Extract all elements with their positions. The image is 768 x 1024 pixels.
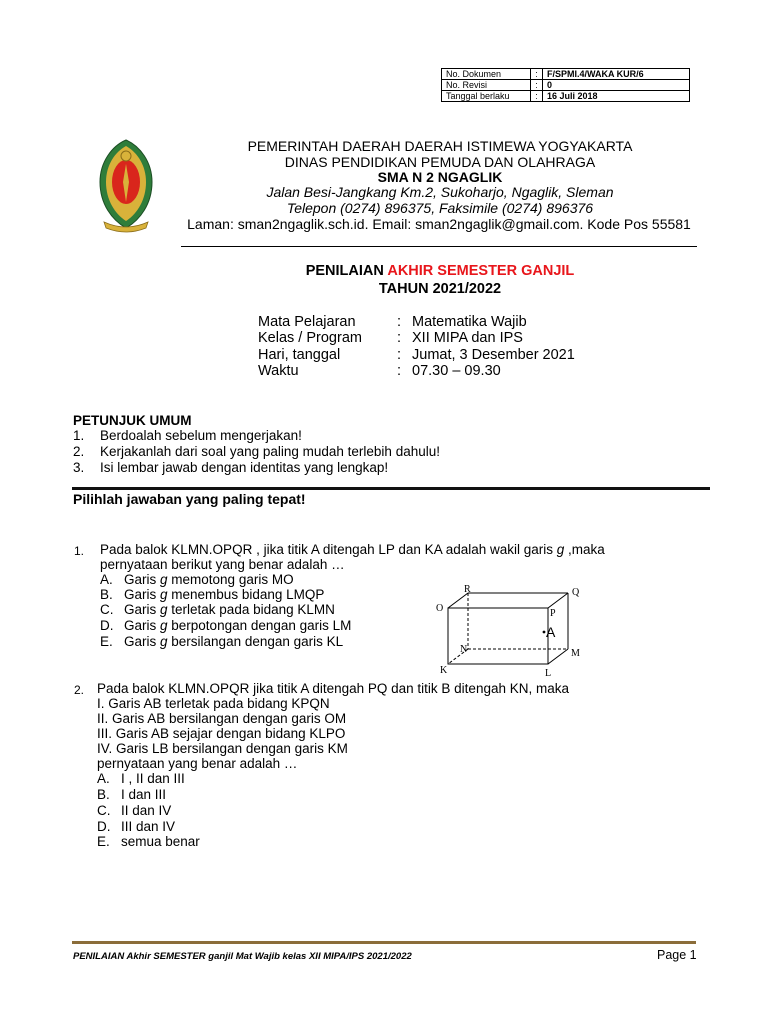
doc-info-value: F/SPMI.4/WAKA KUR/6 <box>543 69 690 80</box>
edge-lm <box>548 649 568 664</box>
answer-instruction: Pilihlah jawaban yang paling tepat! <box>73 491 306 507</box>
question-1-prompt: pernyataan berikut yang benar adalah … <box>100 557 345 572</box>
label-p: P <box>550 608 556 619</box>
instruction-text: Kerjakanlah dari soal yang paling mudah terlebih dahulu! <box>100 444 440 459</box>
page-number: Page 1 <box>657 948 697 962</box>
label-o: O <box>436 603 444 614</box>
instruction-text: Berdoalah sebelum mengerjakan! <box>100 428 302 443</box>
label-n: N <box>460 644 468 655</box>
exam-info-sep: : <box>397 363 402 379</box>
exam-title-part: PENILAIAN <box>305 263 388 279</box>
exam-info-sep: : <box>397 347 402 363</box>
option-text: III dan IV <box>121 819 176 834</box>
doc-info-label: No. Dokumen <box>442 69 531 80</box>
letterhead-school-name: SMA N 2 NGAGLIK <box>377 169 503 185</box>
doc-info-sep: : <box>531 69 543 80</box>
doc-info-row <box>442 91 690 102</box>
exam-info-key: Mata Pelajaran <box>258 314 356 330</box>
question-number: 2. <box>74 683 85 697</box>
option-letter: C. <box>97 803 111 818</box>
label-l: L <box>545 668 552 679</box>
option-letter: E. <box>97 834 110 849</box>
exam-year: TAHUN 2021/2022 <box>378 281 502 297</box>
instruction-text: Isi lembar jawab dengan identitas yang lengkap! <box>100 460 389 475</box>
exam-info-value: 07.30 – 09.30 <box>412 363 501 379</box>
instruction-item <box>73 444 440 460</box>
answer-option <box>100 572 294 588</box>
label-k: K <box>440 665 448 676</box>
question-variable: g <box>556 542 565 557</box>
instruction-item <box>73 460 388 476</box>
document-info-table <box>441 68 690 102</box>
instruction-number: 2. <box>73 444 85 459</box>
option-letter: D. <box>100 618 114 633</box>
question-2-statement: I. Garis AB terletak pada bidang KPQN <box>97 696 330 711</box>
answer-option <box>100 587 324 603</box>
doc-info-value: 0 <box>543 80 690 91</box>
doc-info-label: No. Revisi <box>442 80 531 91</box>
footer-divider <box>72 941 696 944</box>
doc-info-sep: : <box>531 80 543 91</box>
letterhead-government: PEMERINTAH DAERAH DAERAH ISTIMEWA YOGYAKARTA <box>247 138 633 154</box>
answer-option <box>97 787 166 803</box>
exam-info-value: Matematika Wajib <box>412 314 527 330</box>
answer-option <box>100 618 351 634</box>
option-text: terletak pada bidang KLMN <box>167 602 335 617</box>
exam-info-key: Kelas / Program <box>258 330 362 346</box>
option-text: menembus bidang LMQP <box>167 587 325 602</box>
option-text: II dan IV <box>121 803 172 818</box>
question-2-statement: II. Garis AB bersilangan dengan garis OM <box>97 711 347 726</box>
question-2-statement: IV. Garis LB bersilangan dengan garis KM <box>97 741 348 756</box>
option-text: I , II dan III <box>121 771 185 786</box>
option-letter: A. <box>97 771 110 786</box>
option-variable: g <box>160 602 168 617</box>
footer-text: PENILAIAN Akhir SEMESTER ganjil Mat Wajib kelas XII MIPA/IPS 2021/2022 <box>73 951 412 962</box>
edge-ro <box>448 593 468 608</box>
label-m: M <box>571 648 580 659</box>
label-a: A <box>546 624 556 640</box>
point-a-dot <box>543 631 546 634</box>
option-text: Garis <box>124 618 161 633</box>
cuboid-figure <box>420 582 595 680</box>
question-1-stem <box>100 542 605 558</box>
option-letter: A. <box>100 572 113 587</box>
letterhead-phone: Telepon (0274) 896375, Faksimile (0274) 896376 <box>286 200 594 216</box>
option-text: semua benar <box>121 834 200 849</box>
question-number: 1. <box>74 544 85 558</box>
option-letter: B. <box>100 587 113 602</box>
option-text: Garis <box>124 602 161 617</box>
exam-info-key: Waktu <box>258 363 299 379</box>
option-text: Garis <box>124 572 161 587</box>
instruction-item <box>73 428 302 444</box>
answer-option <box>97 771 185 787</box>
answer-option <box>97 803 171 819</box>
question-2-prompt: pernyataan yang benar adalah … <box>97 756 298 771</box>
doc-info-value: 16 Juli 2018 <box>543 91 690 102</box>
instructions-heading: PETUNJUK UMUM <box>73 413 192 428</box>
answer-option <box>97 819 175 835</box>
edge-qp <box>548 593 568 608</box>
option-text: Garis <box>124 634 161 649</box>
doc-info-label: Tanggal berlaku <box>442 91 531 102</box>
option-variable: g <box>160 618 168 633</box>
option-letter: E. <box>100 634 113 649</box>
option-variable: g <box>160 572 168 587</box>
province-emblem-logo <box>96 136 156 236</box>
answer-option <box>100 602 335 618</box>
doc-info-row <box>442 69 690 80</box>
instruction-number: 1. <box>73 428 85 443</box>
exam-info-key: Hari, tanggal <box>258 347 341 363</box>
label-r: R <box>464 584 471 595</box>
answer-option <box>97 834 200 850</box>
question-2-stem: Pada balok KLMN.OPQR jika titik A ditengah PQ dan titik B ditengah KN, maka <box>97 681 569 696</box>
exam-info-sep: : <box>397 314 402 330</box>
exam-info-value: Jumat, 3 Desember 2021 <box>412 347 575 363</box>
option-text: bersilangan dengan garis KL <box>167 634 344 649</box>
question-2-statement: III. Garis AB sejajar dengan bidang KLPO <box>97 726 346 741</box>
letterhead-contact: Laman: sman2ngaglik.sch.id. Email: sman2ngaglik@gmail.com. Kode Pos 55581 <box>187 216 691 232</box>
option-letter: B. <box>97 787 110 802</box>
letterhead-address: Jalan Besi-Jangkang Km.2, Sukoharjo, Ngaglik, Sleman <box>266 184 614 200</box>
doc-info-sep: : <box>531 91 543 102</box>
option-text: Garis <box>124 587 161 602</box>
doc-info-row <box>442 80 690 91</box>
letterhead-department: DINAS PENDIDIKAN PEMUDA DAN OLAHRAGA <box>284 154 596 170</box>
question-text: ,maka <box>564 542 605 557</box>
letterhead-divider <box>181 246 697 247</box>
option-text: I dan III <box>121 787 167 802</box>
exam-title <box>160 263 720 280</box>
option-text: berpotongan dengan garis LM <box>167 618 352 633</box>
exam-title-highlight: AKHIR SEMESTER GANJIL <box>387 263 575 279</box>
option-letter: D. <box>97 819 111 834</box>
question-text: Pada balok KLMN.OPQR , jika titik A ditengah LP dan KA adalah wakil garis <box>100 542 557 557</box>
section-divider <box>72 487 710 490</box>
label-q: Q <box>572 587 580 598</box>
answer-option <box>100 634 343 650</box>
option-text: memotong garis MO <box>167 572 294 587</box>
option-variable: g <box>160 587 168 602</box>
exam-info-sep: : <box>397 330 402 346</box>
front-face <box>448 608 548 664</box>
option-letter: C. <box>100 602 114 617</box>
instruction-number: 3. <box>73 460 85 475</box>
exam-info-value: XII MIPA dan IPS <box>412 330 523 346</box>
option-variable: g <box>160 634 168 649</box>
